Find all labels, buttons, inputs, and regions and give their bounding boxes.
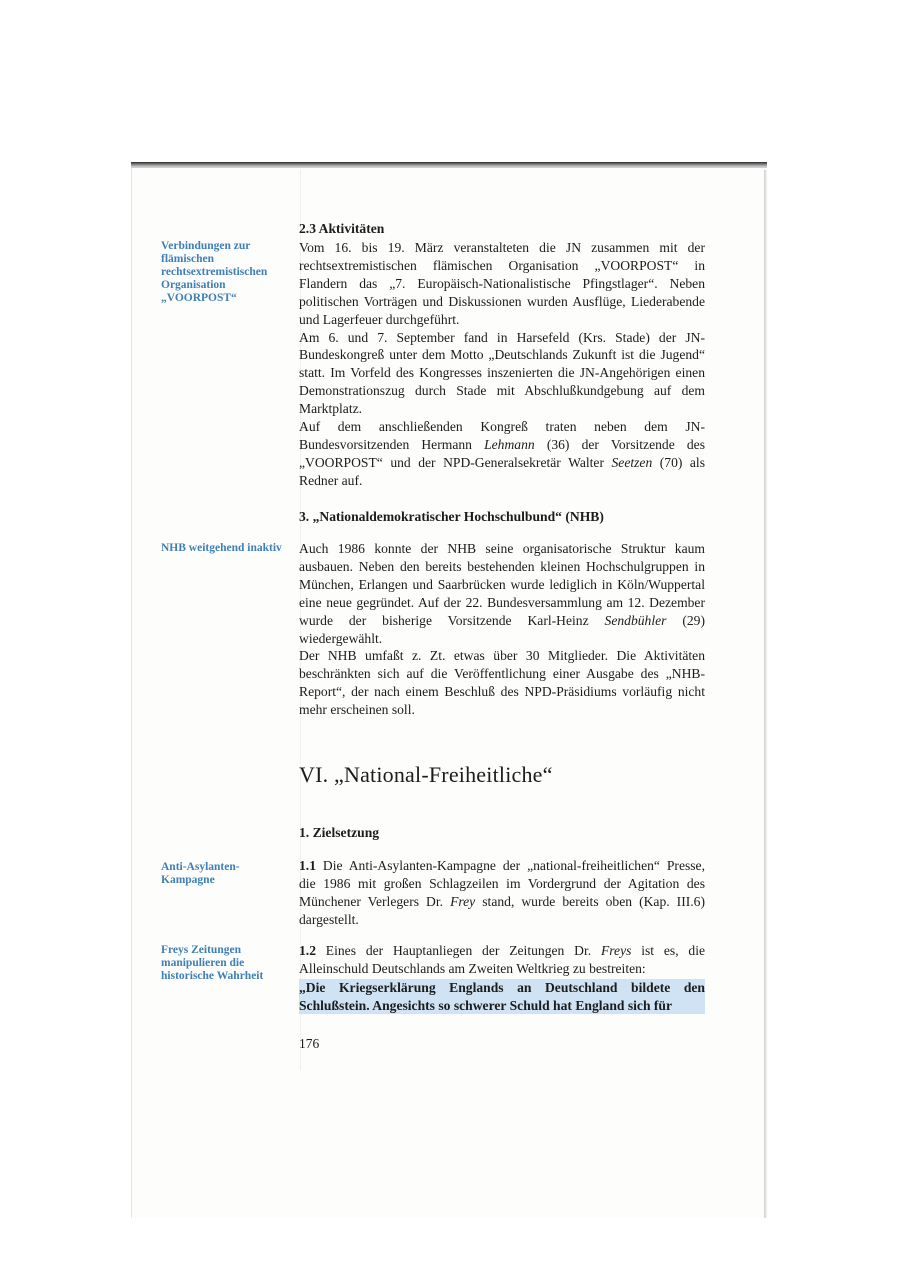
margin-note-voorpost: Verbindungen zur flämischen rechtsextremistischen Organisation „VOORPOST“ <box>161 240 268 304</box>
paragraph <box>299 857 705 929</box>
paragraph <box>299 540 705 647</box>
text-run: stand, wurde bereits oben (Kap. III.6) dargestellt. <box>299 893 705 927</box>
paragraph: Der NHB umfaßt z. Zt. etwas über 30 Mitglieder. Die Aktivitäten beschränkten sich auf die Veröffentlichung einer Ausgabe des „NHB-Report“, der nach einem Beschluß des NPD-Präsidiums vorläufig nicht mehr erscheinen soll. <box>299 648 705 718</box>
text-run: (70) als Redner auf. <box>299 454 706 488</box>
paragraph <box>299 942 705 978</box>
text-run: Auf dem anschließenden Kongreß traten neben dem JN-Bundesvorsitzenden Hermann <box>299 419 705 452</box>
text-run: Die Anti-Asylanten-Kampagne der „national-freiheitlichen“ Presse, die 1986 mit großen Schlagzeilen im Vordergrund der Agitation des Münchener Verlegers Dr. <box>299 858 705 909</box>
margin-note-nhb: NHB weitgehend inaktiv <box>161 542 282 554</box>
person-name: Frey <box>450 893 476 909</box>
heading-2-3: 2.3 Aktivitäten <box>299 221 385 236</box>
section-1-1-body <box>299 857 705 929</box>
text-run: ist es, die Alleinschuld Deutschlands am Zweiten Weltkrieg zu bestreiten: <box>299 943 706 976</box>
heading-1: 1. Zielsetzung <box>299 825 380 840</box>
paragraph-number: 1.2 <box>299 943 316 958</box>
text-run: (36) der Vorsitzende des „VOORPOST“ und der NPD-Generalsekretär Walter <box>299 436 705 470</box>
heading-3: 3. „Nationaldemokratischer Hochschulbund“ (NHB) <box>299 509 604 524</box>
text-run: (29) wiedergewählt. <box>299 612 706 646</box>
paragraph: Vom 16. bis 19. März veranstalteten die JN zusammen mit der rechtsextremistischen flämischen Organisation „VOORPOST“ in Flandern das „7. Europäisch-Nationalistische Pfingstlager“. Neben politischen Vorträgen und Diskussionen wurden Ausflüge, Liederabende und Lagerfeuer durchgeführt. <box>299 240 705 327</box>
page-number: 176 <box>299 1036 320 1051</box>
person-name: Sendbühler <box>604 612 667 628</box>
paragraph-number: 1.1 <box>299 858 316 873</box>
person-name: Seetzen <box>611 454 653 470</box>
paragraph <box>299 418 705 490</box>
person-name: Lehmann <box>484 436 535 452</box>
text-run: Auch 1986 konnte der NHB seine organisatorische Struktur kaum ausbauen. Neben den bereits bestehenden kleinen Hochschulgruppen in München, Erlangen und Saarbrücken wurde lediglich in Köln/Wuppertal eine neue gegründet. Auf der 22. Bundesversammlung am 12. Dezember wurde der bisherige Vorsitzende Karl-Heinz <box>299 541 705 628</box>
text-run: Am 6. und 7. September fand in Harsefeld (Krs. Stade) der JN-Bundeskongreß unter dem Motto „Deutschlands Zukunft ist die Jugend“ statt. Im Vorfeld des Kongresses inszenierten die JN-Angehörigen einen Demonstrationszug durch Stade mit Abschlußkundgebung auf dem Marktplatz. <box>299 329 705 417</box>
page-right-edge <box>764 170 767 1218</box>
section-2-3-body <box>299 239 705 490</box>
person-name: Freys <box>600 943 632 958</box>
margin-note-frey: Freys Zeitungen manipulieren die historische Wahrheit <box>161 944 264 982</box>
section-1-2-body <box>299 942 705 978</box>
section-3-body <box>299 540 705 719</box>
margin-note-anti-asyl: Anti-Asylanten-Kampagne <box>161 861 240 886</box>
text-run: Eines der Hauptanliegen der Zeitungen Dr. <box>316 943 601 958</box>
highlighted-quote: „Die Kriegserklärung Englands an Deutschland bildete den Schlußstein. Angesichts so schwerer Schuld hat England sich für <box>299 980 705 1013</box>
paragraph <box>299 329 705 419</box>
chapter-title: VI. „National-Freiheitliche“ <box>299 762 553 787</box>
